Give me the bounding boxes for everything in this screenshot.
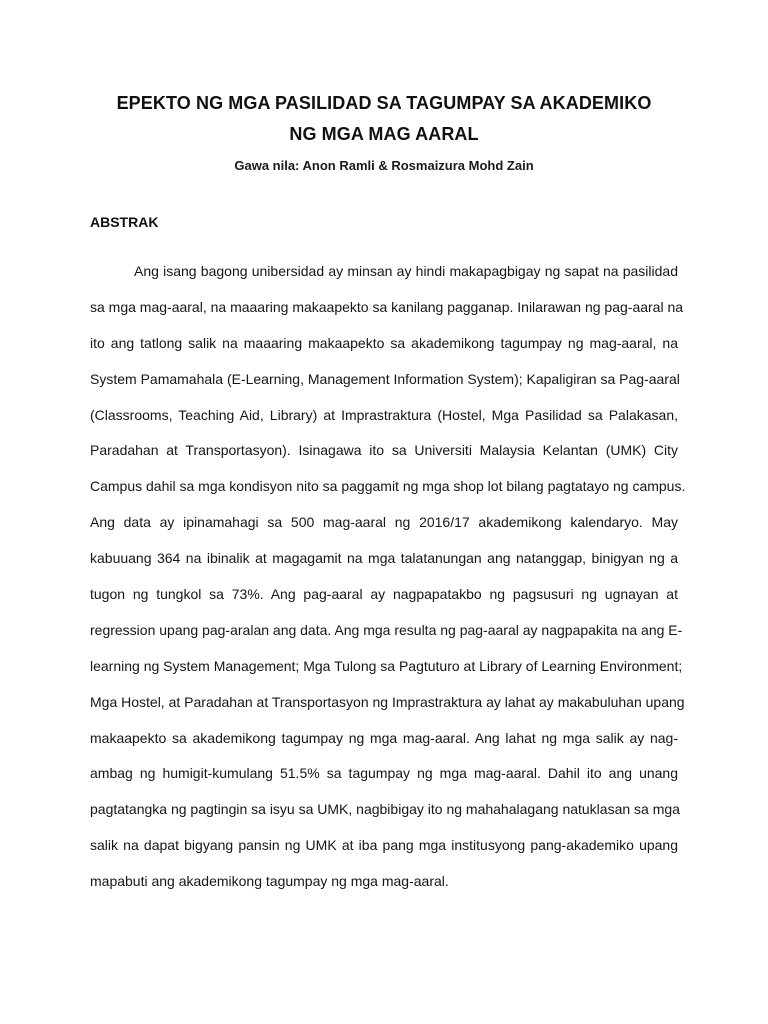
- abstract-line: ambag ng humigit-kumulang 51.5% sa tagumpay ng mga mag-aaral. Dahil ito ang unang: [90, 765, 678, 782]
- abstract-line: regression upang pag-aralan ang data. Ang mga resulta ng pag-aaral ay nagpapakita na ang E-: [90, 621, 683, 638]
- abstract-line: sa mga mag-aaral, na maaaring makaapekto sa kanilang pagganap. Inilarawan ng pag-aaral na: [90, 298, 684, 315]
- abstract-line: System Pamamahala (E-Learning, Management Information System); Kapaligiran sa Pag-aaral: [90, 370, 680, 387]
- abstract-line: Campus dahil sa mga kondisyon nito sa paggamit ng mga shop lot bilang pagtatayo ng campus.: [90, 478, 686, 495]
- abstract-line: salik na dapat bigyang pansin ng UMK at iba pang mga institusyong pang-akademiko upang: [90, 837, 678, 854]
- abstract-line: Mga Hostel, at Paradahan at Transportasyon ng Imprastraktura ay lahat ay makabuluhan upang: [90, 693, 685, 710]
- abstract-line: ito ang tatlong salik na maaaring makaapekto sa akademikong tagumpay ng mag-aaral, na: [90, 334, 678, 351]
- abstract-line: mapabuti ang akademikong tagumpay ng mga mag-aaral.: [90, 873, 449, 890]
- abstract-line: learning ng System Management; Mga Tulong sa Pagtuturo at Library of Learning Environment;: [90, 657, 683, 674]
- abstract-line: tugon ng tungkol sa 73%. Ang pag-aaral ay nagpapatakbo ng pagsusuri ng ugnayan at: [90, 586, 678, 603]
- document-title-line-1: EPEKTO NG MGA PASILIDAD SA TAGUMPAY SA AKADEMIKO: [116, 93, 652, 113]
- abstract-line: makaapekto sa akademikong tagumpay ng mga mag-aaral. Ang lahat ng mga salik ay nag-: [90, 729, 678, 746]
- author-byline: Gawa nila: Anon Ramli & Rosmaizura Mohd Zain: [234, 158, 534, 173]
- abstract-line: (Classrooms, Teaching Aid, Library) at Imprastraktura (Hostel, Mga Pasilidad sa Palakasan,: [90, 406, 678, 423]
- abstract-line: Ang isang bagong unibersidad ay minsan ay hindi makapagbigay ng sapat na pasilidad: [134, 263, 678, 279]
- abstract-line: Paradahan at Transportasyon). Isinagawa ito sa Universiti Malaysia Kelantan (UMK) City: [90, 442, 678, 459]
- abstract-line: pagtatangka ng pagtingin sa isyu sa UMK, nagbibigay ito ng mahahalagang natuklasan sa mga: [90, 801, 680, 818]
- abstract-line: kabuuang 364 na ibinalik at magagamit na mga talatanungan ang natanggap, binigyan ng a: [90, 550, 678, 567]
- section-heading-abstrak: ABSTRAK: [90, 214, 159, 230]
- document-title-line-2: NG MGA MAG AARAL: [289, 124, 479, 144]
- abstract-line: Ang data ay ipinamahagi sa 500 mag-aaral ng 2016/17 akademikong kalendaryo. May: [90, 514, 678, 531]
- abstract-paragraph: [90, 261, 686, 907]
